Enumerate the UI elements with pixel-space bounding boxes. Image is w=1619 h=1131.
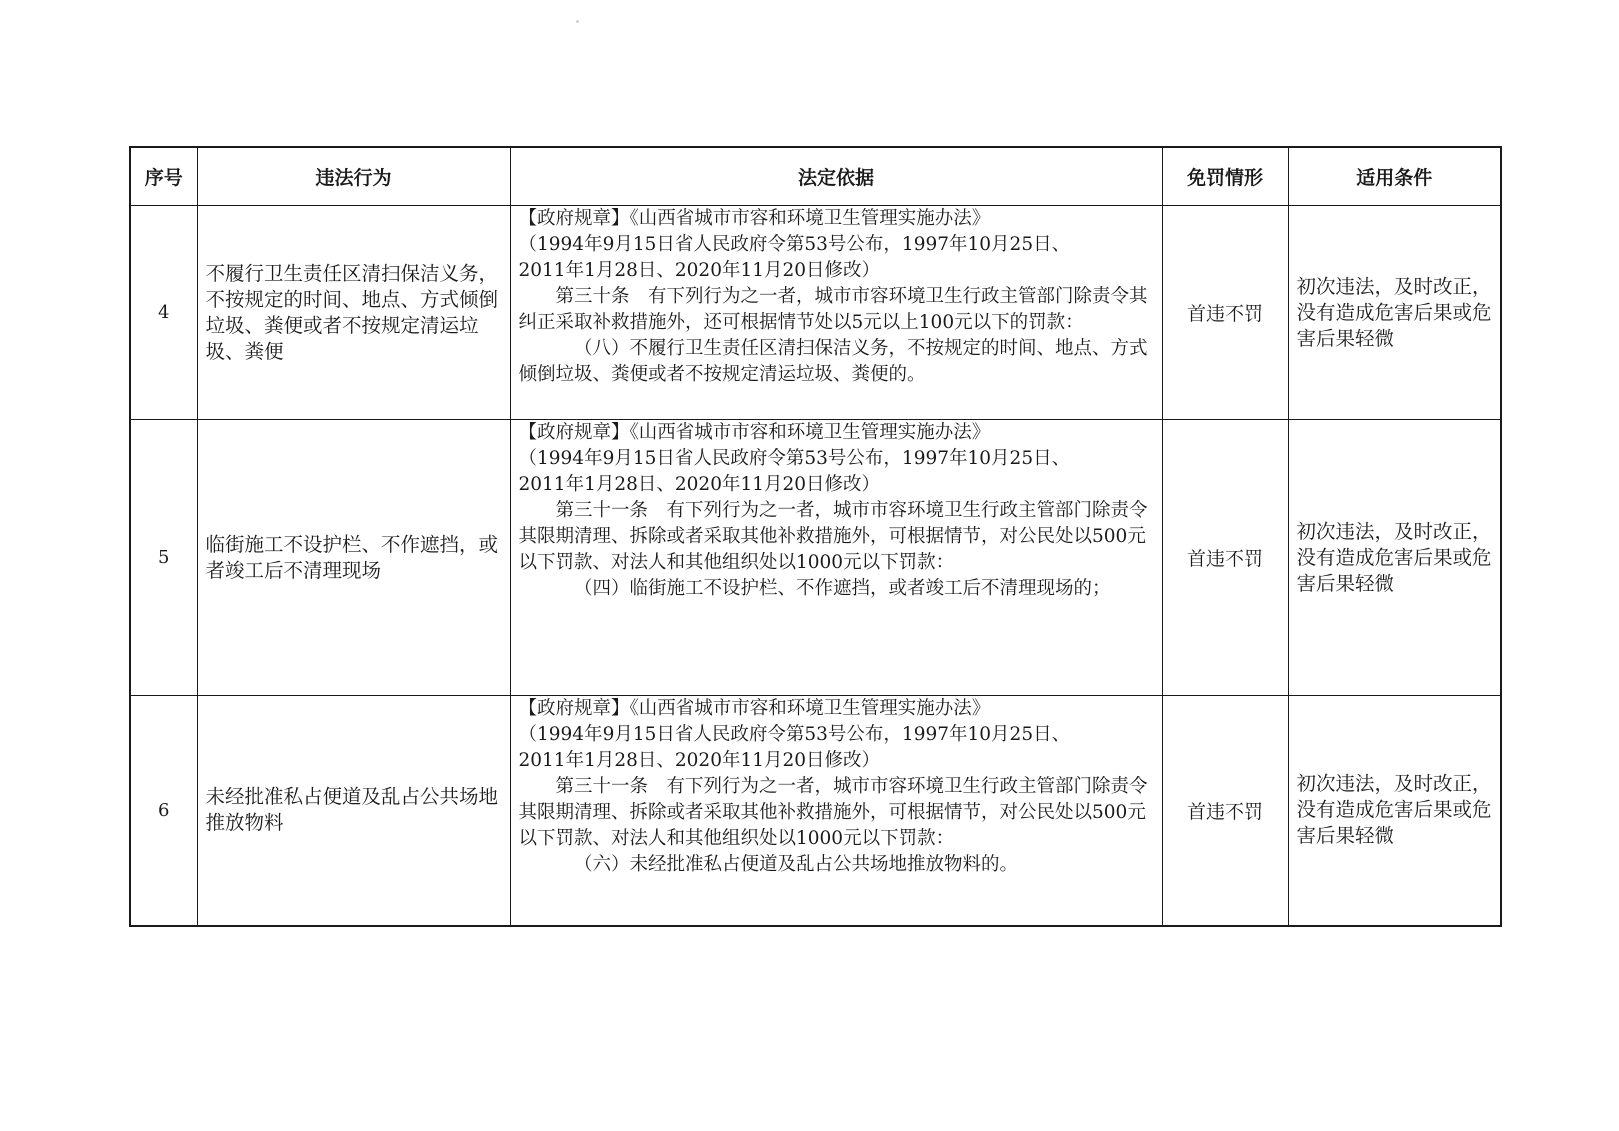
table-row [130,206,1501,420]
row-legal-basis [510,206,1162,420]
table-row [130,420,1501,696]
basis-history: 2011年1月28日、2020年11月20日修改） [518,474,881,495]
header-seq: 序号 [130,147,197,206]
row-exemption: 首违不罚 [1162,206,1288,420]
basis-item: （八）不履行卫生责任区清扫保洁义务，不按规定的时间、地点、方式倾倒垃圾、粪便或者不按规定清运垃圾、粪便的。 [518,338,1148,385]
basis-article: 第三十一条 有下列行为之一者，城市市容环境卫生行政主管部门除责令其限期清理、拆除或者采取其他补救措施外，可根据情节，对公民处以500元以下罚款、对法人和其他组织处以1000元以下罚款： [518,776,1148,849]
header-exempt: 免罚情形 [1162,147,1288,206]
basis-article: 第三十条 有下列行为之一者，城市市容环境卫生行政主管部门除责令其纠正采取补救措施外，还可根据情节处以5元以上100元以下的罚款： [518,286,1148,333]
row-condition: 初次违法，及时改正，没有造成危害后果或危害后果轻微 [1288,206,1501,420]
row-violation: 临街施工不设护栏、不作遮挡，或者竣工后不清理现场 [197,420,510,696]
basis-history: 2011年1月28日、2020年11月20日修改） [518,750,881,771]
basis-title: 【政府规章】《山西省城市市容和环境卫生管理实施办法》 [518,422,991,443]
row-seq: 6 [130,696,197,926]
basis-item: （四）临街施工不设护栏、不作遮挡，或者竣工后不清理现场的； [574,578,1111,599]
header-row [130,147,1501,206]
row-seq: 4 [130,206,197,420]
scan-speck [576,20,579,23]
basis-title: 【政府规章】《山西省城市市容和环境卫生管理实施办法》 [518,208,991,229]
row-seq: 5 [130,420,197,696]
row-legal-basis [510,420,1162,696]
basis-history: （1994年9月15日省人民政府令第53号公布，1997年10月25日、 [518,448,1071,469]
basis-history: （1994年9月15日省人民政府令第53号公布，1997年10月25日、 [518,234,1071,255]
basis-item: （六）未经批准私占便道及乱占公共场地推放物料的。 [574,854,1019,875]
row-violation: 未经批准私占便道及乱占公共场地推放物料 [197,696,510,926]
header-basis: 法定依据 [510,147,1162,206]
row-condition: 初次违法，及时改正，没有造成危害后果或危害后果轻微 [1288,696,1501,926]
header-cond: 适用条件 [1288,147,1501,206]
row-condition: 初次违法，及时改正，没有造成危害后果或危害后果轻微 [1288,420,1501,696]
basis-history: （1994年9月15日省人民政府令第53号公布，1997年10月25日、 [518,724,1071,745]
basis-title: 【政府规章】《山西省城市市容和环境卫生管理实施办法》 [518,698,991,719]
penalty-exemption-table [129,146,1502,927]
table-row [130,696,1501,926]
row-violation: 不履行卫生责任区清扫保洁义务，不按规定的时间、地点、方式倾倒垃圾、粪便或者不按规定清运垃圾、粪便 [197,206,510,420]
row-legal-basis [510,696,1162,926]
basis-history: 2011年1月28日、2020年11月20日修改） [518,260,881,281]
row-exemption: 首违不罚 [1162,696,1288,926]
header-act: 违法行为 [197,147,510,206]
row-exemption: 首违不罚 [1162,420,1288,696]
basis-article: 第三十一条 有下列行为之一者，城市市容环境卫生行政主管部门除责令其限期清理、拆除或者采取其他补救措施外，可根据情节，对公民处以500元以下罚款、对法人和其他组织处以1000元以下罚款： [518,500,1148,573]
